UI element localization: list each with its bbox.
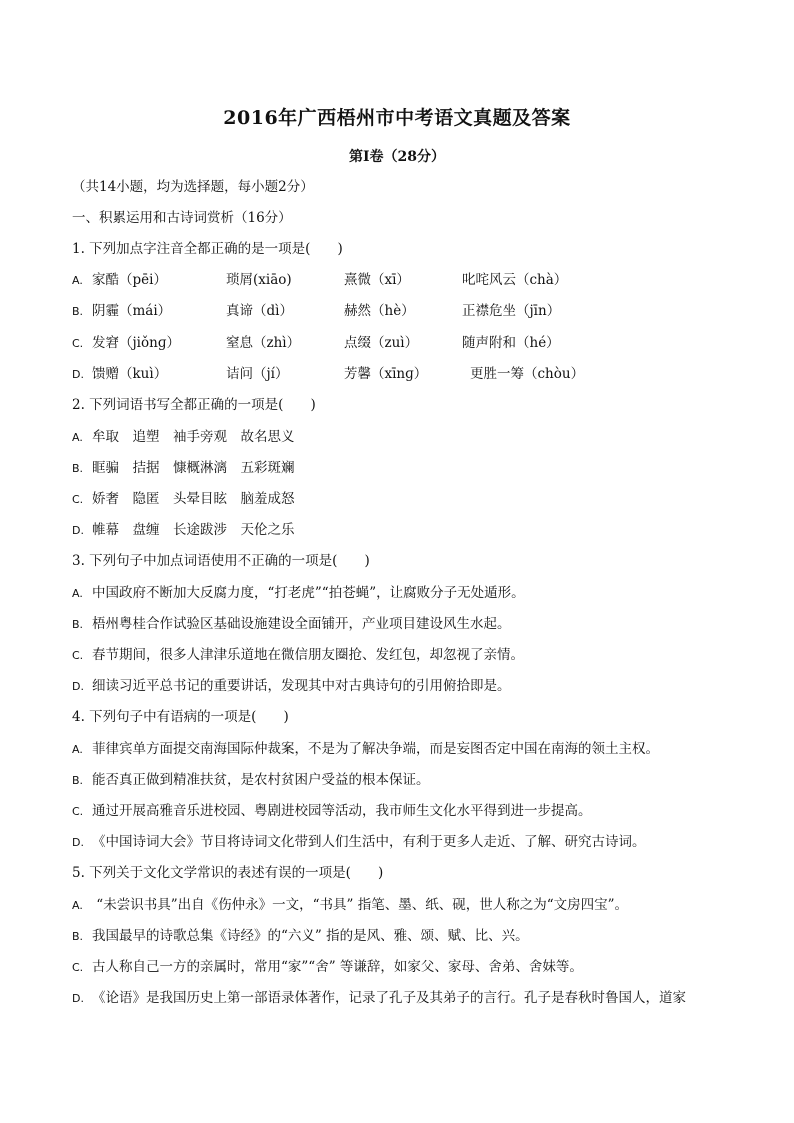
option-label: B. xyxy=(72,774,84,787)
option-label: A. xyxy=(72,899,83,912)
q3-option-c xyxy=(72,646,524,665)
q3-option-a xyxy=(72,584,525,603)
q4-option-b xyxy=(72,771,430,790)
option-text: 春节期间，很多人津津乐道地在微信朋友圈抢、发红包，却忽视了亲情。 xyxy=(92,647,524,663)
option-item: 更胜一筹（chòu） xyxy=(470,366,585,382)
option-text: 古人称自己一方的亲属时，常用“家”“舍” 等谦辞，如家父、家母、舍弟、舍妹等。 xyxy=(92,959,583,975)
option-text: 帷幕 盘缠 长途跋涉 天伦之乐 xyxy=(92,522,295,538)
q2-option-c xyxy=(72,490,295,509)
option-text: 《论语》是我国历史上第一部语录体著作，记录了孔子及其弟子的言行。孔子是春秋时鲁国人，道家 xyxy=(92,990,686,1006)
option-item: 熹微（xī） xyxy=(344,272,410,288)
option-label: D. xyxy=(72,524,84,537)
option-text: 菲律宾单方面提交南海国际仲裁案，不是为了解决争端，而是妄图否定中国在南海的领土主权。 xyxy=(92,741,659,757)
option-text: 能否真正做到精准扶贫，是农村贫困户受益的根本保证。 xyxy=(92,772,430,788)
option-text: “未尝识书具”出自《伤仲永》一文，“书具” 指笔、墨、纸、砚，世人称之为“文房四宝”。 xyxy=(92,897,628,913)
question-5-stem: 5. 下列关于文化文学常识的表述有误的一项是( ) xyxy=(72,865,384,881)
section-subtitle: 第Ⅰ卷（28分） xyxy=(348,149,446,165)
q5-option-d xyxy=(72,989,686,1008)
option-item: 窒息（zhì） xyxy=(226,335,301,351)
page-title: 2016年广西梧州市中考语文真题及答案 xyxy=(223,107,571,129)
option-text: 眶骗 拮据 慷概淋漓 五彩斑斓 xyxy=(92,460,295,476)
option-label: A. xyxy=(72,431,83,444)
q5-option-b xyxy=(72,927,529,946)
option-label: C. xyxy=(72,961,84,974)
option-item: 叱咤风云（chà） xyxy=(462,272,568,288)
option-label: D. xyxy=(72,368,84,381)
option-label: B. xyxy=(72,305,84,318)
option-label: D. xyxy=(72,836,84,849)
question-3-stem: 3. 下列句子中加点词语使用不正确的一项是( ) xyxy=(72,553,370,569)
option-label: B. xyxy=(72,618,84,631)
option-text: 细读习近平总书记的重要讲话，发现其中对古典诗句的引用俯拾即是。 xyxy=(92,678,511,694)
section-heading: 一、积累运用和古诗词赏析（16分） xyxy=(72,210,292,226)
q2-option-d xyxy=(72,521,295,540)
q4-option-d xyxy=(72,833,646,852)
option-label: C. xyxy=(72,493,84,506)
option-item: 琐屑(xiāo) xyxy=(226,272,292,288)
q4-option-a xyxy=(72,740,659,759)
option-label: A. xyxy=(72,587,83,600)
q2-option-a xyxy=(72,428,295,447)
option-text: 牟取 追塑 袖手旁观 故名思义 xyxy=(92,429,295,445)
option-item: 真谛（dì） xyxy=(226,303,293,319)
q2-option-b xyxy=(72,459,295,478)
option-label: C. xyxy=(72,805,84,818)
option-item: 发窘（jiǒnɡ） xyxy=(92,335,180,351)
q5-option-a xyxy=(72,896,628,915)
option-item: 馈赠（kuì） xyxy=(92,366,168,382)
option-item: 诘问（jí） xyxy=(226,366,289,382)
option-text: 通过开展高雅音乐进校园、粤剧进校园等活动，我市师生文化水平得到进一步提高。 xyxy=(92,803,592,819)
option-item: 家酷（pēi） xyxy=(92,272,167,288)
option-text: 娇奢 隐匿 头晕目眩 脑羞成怒 xyxy=(92,491,295,507)
option-item: 随声附和（hé） xyxy=(462,335,560,351)
option-label: C. xyxy=(72,649,84,662)
option-label: B. xyxy=(72,462,84,475)
option-text: 梧州粤桂合作试验区基础设施建设全面铺开，产业项目建设风生水起。 xyxy=(92,616,511,632)
option-label: B. xyxy=(72,930,84,943)
option-text: 《中国诗词大会》节目将诗词文化带到人们生活中，有利于更多人走近、了解、研究古诗词。 xyxy=(92,834,646,850)
option-label: D. xyxy=(72,680,84,693)
option-item: 芳馨（xīnɡ） xyxy=(344,366,428,382)
question-2-stem: 2. 下列词语书写全都正确的一项是( ) xyxy=(72,397,316,413)
q3-option-b xyxy=(72,615,511,634)
option-label: C. xyxy=(72,337,84,350)
q5-option-c xyxy=(72,958,583,977)
option-item: 赫然（hè） xyxy=(344,303,415,319)
option-item: 阴霾（mái） xyxy=(92,303,172,319)
option-text: 我国最早的诗歌总集《诗经》的“六义” 指的是风、雅、颂、赋、比、兴。 xyxy=(92,928,529,944)
q4-option-c xyxy=(72,802,592,821)
question-1-stem: 1. 下列加点字注音全都正确的是一项是( ) xyxy=(72,241,343,257)
q3-option-d xyxy=(72,677,511,696)
option-label: A. xyxy=(72,274,83,287)
question-4-stem: 4. 下列句子中有语病的一项是( ) xyxy=(72,709,289,725)
option-item: 点缀（zuì） xyxy=(344,335,419,351)
instruction-note: （共14小题，均为选择题，每小题2分） xyxy=(72,179,314,195)
option-label: D. xyxy=(72,992,84,1005)
option-item: 正襟危坐（jīn） xyxy=(462,303,561,319)
option-label: A. xyxy=(72,743,83,756)
option-text: 中国政府不断加大反腐力度，“打老虎”“拍苍蝇”，让腐败分子无处遁形。 xyxy=(92,585,525,601)
